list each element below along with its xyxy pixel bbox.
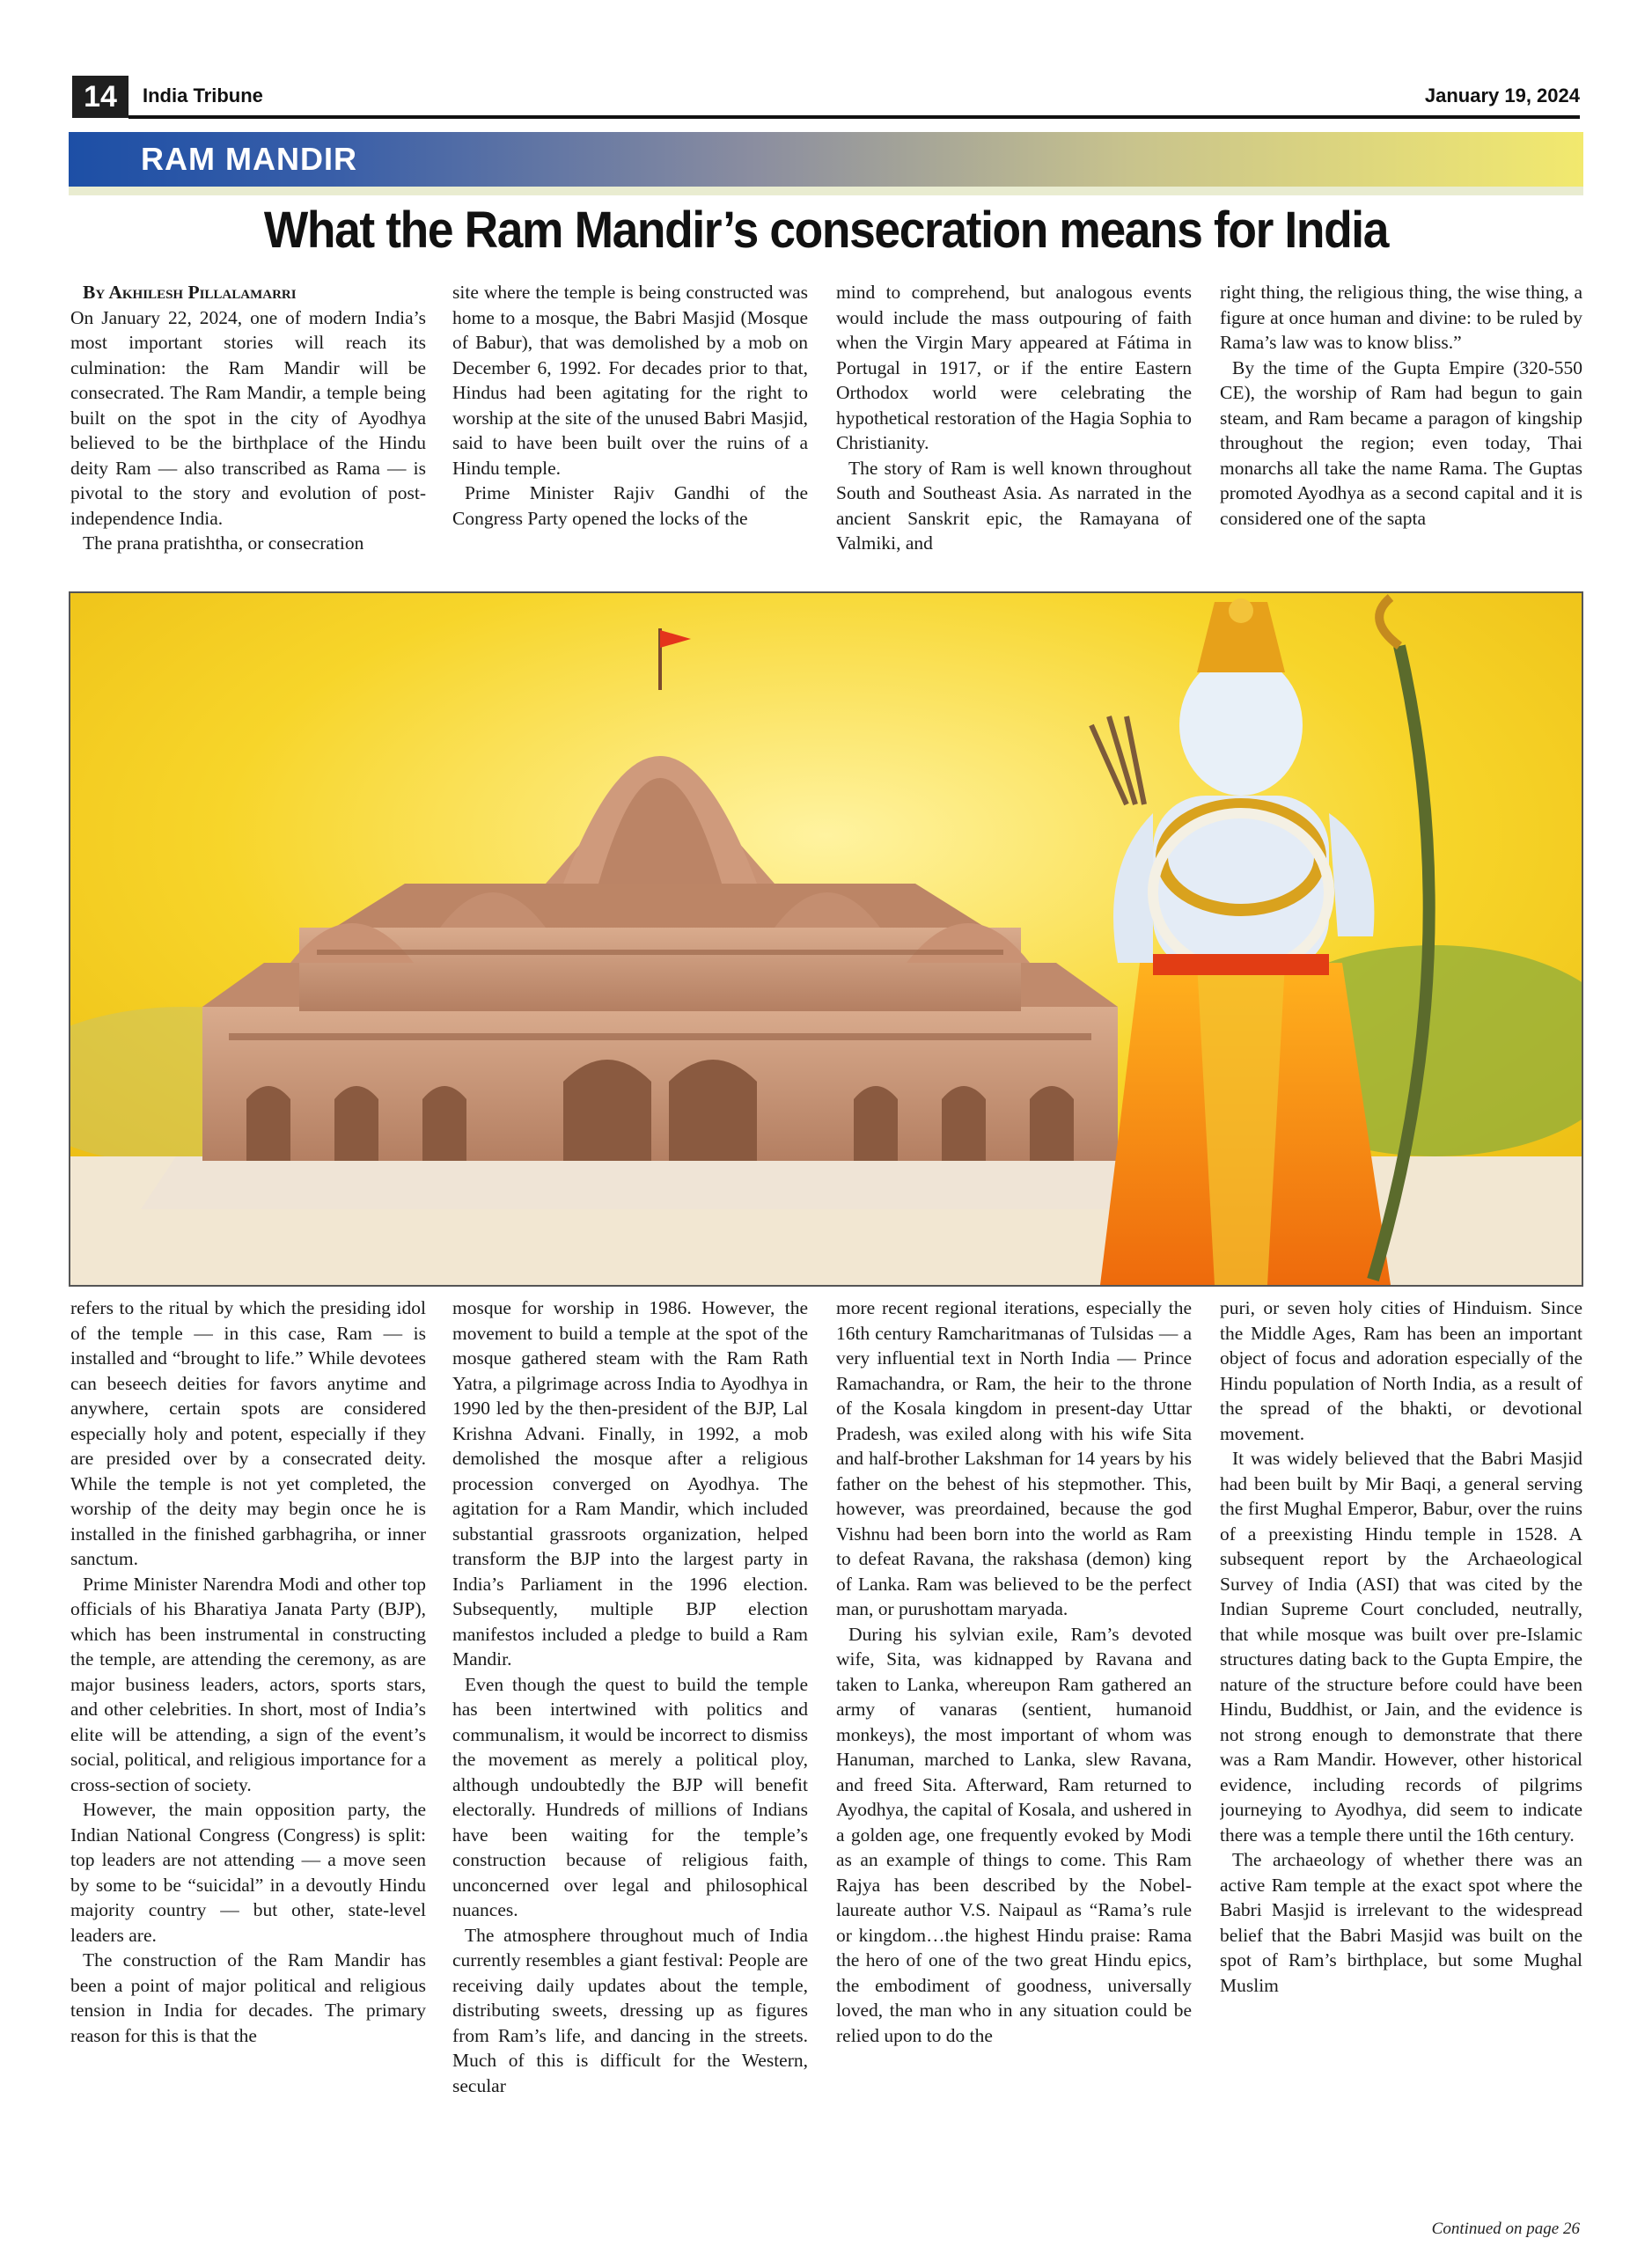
paragraph: right thing, the religious thing, the wise thing, a figure at once human and divine: to be ruled by Rama’s law was to know bliss.” [1220, 282, 1582, 353]
paragraph: The construction of the Ram Mandir has been a point of major political and religious tension in India for decades. The primary reason for this is that the [70, 1949, 426, 2046]
page-number: 14 [72, 76, 128, 118]
section-label: RAM MANDIR [141, 141, 357, 177]
paragraph: However, the main opposition party, the Indian National Congress (Congress) is split: top leaders are not attending — a move seen by some to be “suicidal” in a devoutly Hindu majority country — but other, state-level leaders are. [70, 1799, 426, 1946]
text-column-2-bottom [452, 1295, 808, 2218]
text-column-2-top [452, 280, 808, 577]
headline: What the Ram Mandir’s consecration means for India [263, 202, 1389, 259]
paragraph: The archaeology of whether there was an active Ram temple at the exact spot where the Babri Masjid is irrelevant to the widespread belief that the Babri Masjid was built on the spot of Ram’s birthplace, but some Mughal Muslim [1220, 1849, 1582, 1996]
paragraph: On January 22, 2024, one of modern India’s most important stories will reach its culmination: the Ram Mandir will be consecrated. The Ram Mandir, a temple being built on the spot in the city of Ayodhya believed to be the birthplace of the Hindu deity Ram — also transcribed as Rama — is pivotal to the story and evolution of post-independence India. [70, 306, 426, 529]
paragraph: mind to comprehend, but analogous events would include the mass outpouring of faith when the Virgin Mary appeared at Fátima in Portugal in 1917, or if the entire Eastern Orthodox world were celebrating the hypothetical restoration of the Hagia Sophia to Christianity. [836, 282, 1192, 453]
paragraph: Prime Minister Narendra Modi and other top officials of his Bharatiya Janata Party (BJP), which has been instrumental in constructing the temple, are attending the ceremony, as are major business leaders, actors, sports stars, and other celebrities. In short, most of India’s elite will be attending, a sign of the event’s social, political, and religious importance for a cross-section of society. [70, 1573, 426, 1795]
header-rule [128, 115, 1580, 119]
text-column-1-bottom [70, 1295, 426, 2218]
text-column-3-top [836, 280, 1192, 577]
illustration-svg [70, 593, 1582, 1285]
paragraph: more recent regional iterations, especially the 16th century Ramcharitmanas of Tulsidas — a very influential text in North India — Prince Ramachandra, or Ram, the heir to the throne of the Kosala kingdom in present-day Uttar Pradesh, was exiled along with his wife Sita and half-brother Lakshman for 14 years by his father on the behest of his stepmother. This, however, was preordained, because the god Vishnu had been born into the world as Ram to defeat Ravana, the rakshasa (demon) king of Lanka. Ram was believed to be the perfect man, or purushottam maryada. [836, 1297, 1192, 1619]
paragraph: The story of Ram is well known throughout South and Southeast Asia. As narrated in the ancient Sanskrit epic, the Ramayana of Valmiki, and [836, 457, 1192, 554]
paragraph: mosque for worship in 1986. However, the movement to build a temple at the spot of the mosque gathered steam with the Ram Rath Yatra, a pilgrimage across India to Ayodhya in 1990 led by the then-president of the BJP, Lal Krishna Advani. Finally, in 1992, a mob demolished the mosque after a religious procession converged on Ayodhya. The agitation for a Ram Mandir, which included substantial grassroots organization, helped transform the BJP into the largest party in India’s Parliament in the 1996 election. Subsequently, multiple BJP election manifestos included a pledge to build a Ram Mandir. [452, 1297, 808, 1670]
paragraph: By the time of the Gupta Empire (320-550 CE), the worship of Ram had begun to gain steam, and Ram became a paragon of kingship throughout the region; even today, Thai monarchs all take the name Rama. The Guptas promoted Ayodhya as a second capital and it is considered one of the sapta [1220, 356, 1582, 529]
continued-on-page-note: Continued on page 26 [1431, 2220, 1580, 2238]
paragraph: During his sylvian exile, Ram’s devoted wife, Sita, was kidnapped by Ravana and taken to Lanka, whereupon Ram gathered an army of vanaras (sentient, humanoid monkeys), the most important of whom was Hanuman, marched to Lanka, slew Ravana, and freed Sita. Afterward, Ram returned to Ayodhya, the capital of Kosala, and ushered in a golden age, one frequently evoked by Modi as an example of things to come. This Ram Rajya has been described by the Nobel-laureate author V.S. Naipaul as “Rama’s rule or kingdom…the highest Hindu praise: Rama the hero of one of the two great Hindu epics, the embodiment of goodness, universally loved, the man who in any situation could be relied upon to do the [836, 1623, 1192, 2046]
section-band-underline [69, 187, 1583, 195]
text-column-4-bottom [1220, 1295, 1582, 2218]
paragraph: The prana pratishtha, or consecration [83, 532, 364, 554]
paragraph: puri, or seven holy cities of Hinduism. Since the Middle Ages, Ram has been an important object of focus and adoration especially of the Hindu population of North India, as a result of the spread of the bhakti, or devotional movement. [1220, 1297, 1582, 1444]
paragraph: refers to the ritual by which the presiding idol of the temple — in this case, Ram — is installed and “brought to life.” While devotees can beseech deities for favors anytime and anywhere, certain spots are considered especially holy and potent, especially if they are presided over by a consecrated deity. While the temple is not yet completed, the worship of the deity may begin once he is installed in the finished garbhagriha, or inner sanctum. [70, 1297, 426, 1569]
publication-name: India Tribune [143, 84, 263, 106]
paragraph: Prime Minister Rajiv Gandhi of the Congress Party opened the locks of the [452, 482, 808, 529]
temple-and-deity-illustration [69, 591, 1583, 1287]
text-column-3-bottom [836, 1295, 1192, 2218]
paragraph: The atmosphere throughout much of India currently resembles a giant festival: People are receiving daily updates about the temple, distributing sweets, dressing up as figures from Ram’s life, and dancing in the streets. Much of this is difficult for the Western, secular [452, 1924, 808, 2096]
paragraph: It was widely believed that the Babri Masjid had been built by Mir Baqi, a general serving the first Mughal Emperor, Babur, over the ruins of a preexisting Hindu temple in 1528. A subsequent report by the Archaeological Survey of India (ASI) that was cited by the Indian Supreme Court concluded, neutrally, that while mosque was built over pre-Islamic structures dating back to the Gupta Empire, the nature of the structure before could have been Hindu, Buddhist, or Jain, and the evidence is not strong enough to demonstrate that there was a Ram Mandir. However, other historical evidence, including records of pilgrims journeying to Ayodhya, did seem to indicate there was a temple there until the 16th century. [1220, 1448, 1582, 1846]
paragraph: Even though the quest to build the temple has been intertwined with politics and communalism, it would be incorrect to dismiss the movement as merely a political ploy, although undoubtedly the BJP will benefit electorally. Hundreds of millions of Indians have been waiting for the temple’s construction because of religious faith, unconcerned over legal and philosophical nuances. [452, 1673, 808, 1920]
paragraph: site where the temple is being constructed was home to a mosque, the Babri Masjid (Mosque of Babur), that was demolished by a mob on December 6, 1992. For decades prior to that, Hindus had been agitating for the right to worship at the site of the unused Babri Masjid, said to have been built over the ruins of a Hindu temple. [452, 282, 808, 479]
issue-date: January 19, 2024 [1424, 84, 1580, 106]
text-column-4-top [1220, 280, 1582, 577]
byline: By Akhilesh Pillalamarri [83, 282, 297, 303]
text-column-1-top [70, 280, 426, 577]
